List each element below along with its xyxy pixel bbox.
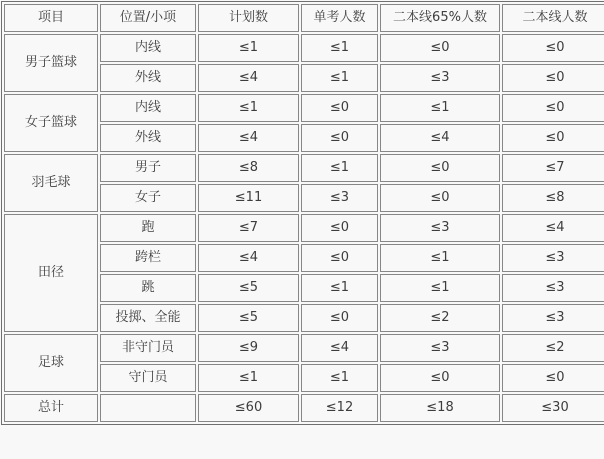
value-cell: ≤1 [301,34,378,62]
item-cell: 外线 [100,64,196,92]
value-cell: ≤11 [198,184,299,212]
value-cell: ≤5 [198,304,299,332]
value-cell: ≤0 [301,94,378,122]
item-cell: 跨栏 [100,244,196,272]
value-cell: ≤1 [301,154,378,182]
value-cell: ≤4 [198,124,299,152]
value-cell: ≤1 [380,244,500,272]
value-cell: ≤3 [380,64,500,92]
value-cell: ≤0 [380,184,500,212]
value-cell: ≤2 [502,334,604,362]
table-row [4,214,604,242]
table-row [4,334,604,362]
item-cell: 投掷、全能 [100,304,196,332]
value-cell: ≤1 [380,94,500,122]
project-cell: 男子篮球 [4,34,98,92]
header-cell-exam: 单考人数 [301,4,378,32]
value-cell: ≤0 [301,304,378,332]
value-cell: ≤5 [198,274,299,302]
value-cell: ≤3 [301,184,378,212]
value-cell: ≤0 [301,244,378,272]
value-cell: ≤4 [502,214,604,242]
value-cell: ≤30 [502,394,604,422]
value-cell: ≤0 [502,34,604,62]
table-row [4,34,604,62]
value-cell: ≤0 [380,34,500,62]
header-row [4,4,604,32]
table-row [4,154,604,182]
item-cell: 跳 [100,274,196,302]
total-row [4,394,604,422]
sports-quota-table [1,1,604,425]
item-cell: 内线 [100,94,196,122]
header-cell-line65: 二本线65%人数 [380,4,500,32]
value-cell: ≤4 [198,64,299,92]
value-cell: ≤1 [301,64,378,92]
header-cell-plan: 计划数 [198,4,299,32]
project-cell: 田径 [4,214,98,332]
value-cell: ≤3 [502,244,604,272]
value-cell: ≤0 [502,64,604,92]
value-cell: ≤3 [380,214,500,242]
item-cell: 跑 [100,214,196,242]
value-cell: ≤4 [198,244,299,272]
value-cell: ≤1 [198,94,299,122]
value-cell: ≤9 [198,334,299,362]
value-cell: ≤3 [502,304,604,332]
total-label-cell: 总计 [4,394,98,422]
table-row [4,94,604,122]
value-cell: ≤4 [301,334,378,362]
value-cell: ≤60 [198,394,299,422]
value-cell: ≤3 [380,334,500,362]
item-cell: 外线 [100,124,196,152]
value-cell: ≤7 [502,154,604,182]
item-cell: 男子 [100,154,196,182]
value-cell: ≤1 [301,364,378,392]
item-cell: 女子 [100,184,196,212]
value-cell: ≤1 [380,274,500,302]
value-cell: ≤7 [198,214,299,242]
item-cell: 非守门员 [100,334,196,362]
header-cell-position: 位置/小项 [100,4,196,32]
value-cell: ≤0 [502,124,604,152]
header-cell-line: 二本线人数 [502,4,604,32]
value-cell: ≤4 [380,124,500,152]
value-cell: ≤2 [380,304,500,332]
project-cell: 足球 [4,334,98,392]
value-cell: ≤18 [380,394,500,422]
item-cell-empty [100,394,196,422]
value-cell: ≤1 [198,364,299,392]
value-cell: ≤0 [380,154,500,182]
value-cell: ≤0 [301,214,378,242]
project-cell: 羽毛球 [4,154,98,212]
header-cell-project: 项目 [4,4,98,32]
value-cell: ≤3 [502,274,604,302]
value-cell: ≤1 [301,274,378,302]
value-cell: ≤0 [380,364,500,392]
value-cell: ≤0 [502,364,604,392]
value-cell: ≤12 [301,394,378,422]
value-cell: ≤8 [198,154,299,182]
value-cell: ≤8 [502,184,604,212]
project-cell: 女子篮球 [4,94,98,152]
value-cell: ≤0 [301,124,378,152]
item-cell: 内线 [100,34,196,62]
value-cell: ≤0 [502,94,604,122]
value-cell: ≤1 [198,34,299,62]
item-cell: 守门员 [100,364,196,392]
